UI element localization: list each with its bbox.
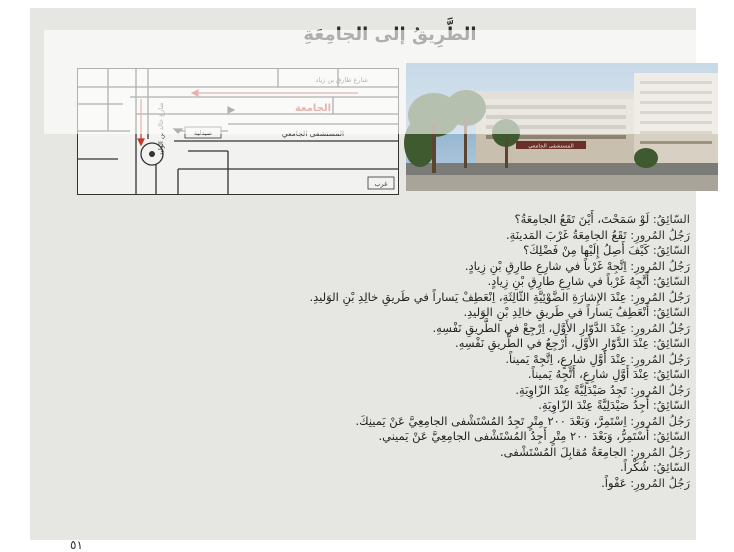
dialogue-line (90, 274, 690, 290)
dialogue-line (90, 212, 690, 228)
utterance: لَوْ سَمَحْتَ، أَيْنَ تَقَعُ الجامِعَةُ؟ (514, 212, 650, 226)
utterance: الجامِعَةُ مُقابِلَ المُسْتَشْفى. (500, 444, 627, 459)
utterance: عِنْدَ أَوَّلِ شارِعٍ، اِتَّجِهْ يَميناً. (505, 351, 627, 366)
dialogue-line (90, 228, 690, 244)
dialogue-line (90, 352, 690, 368)
dialogue-line (90, 476, 690, 492)
speaker: السّائِقُ: (652, 460, 690, 474)
utterance: عِنْدَ الدَّوّارِ الأَوَّلِ، أَرْجِعُ في الطَّريقِ نَفْسِهِ. (455, 336, 650, 350)
dialogue-line (90, 414, 690, 430)
speaker: السّائِقُ: (652, 429, 690, 443)
utterance: عِنْدَ أَوَّلِ شارِعٍ، أَتَّجِهُ يَميناً. (527, 367, 650, 381)
dialogue-line (90, 290, 690, 306)
hospital-sign-text: المستشفى الجامعي (528, 143, 574, 150)
speaker: رَجُلُ المُرورِ: (630, 351, 690, 366)
utterance: أَتَّجِهُ غَرْباً في شارِعِ طارِقِ بْنِ زِيادٍ. (487, 274, 650, 288)
dialogue-line (90, 429, 690, 445)
dialogue-line (90, 243, 690, 259)
utterance: أَنْعَطِفُ يَساراً في طَريقِ خالِدِ بْنِ الوَليدِ. (463, 305, 650, 319)
speaker: السّائِقُ: (652, 212, 690, 226)
dialogue-line (90, 336, 690, 352)
dialogue-line (90, 445, 690, 461)
sidewalk (406, 175, 718, 191)
utterance: أَسْتَمِرُّ، وَبَعْدَ ٢٠٠ مِتْرٍ أَجِدُ المُسْتَشْفى الجامِعِيَّ عَنْ يَميني. (378, 429, 650, 443)
speaker: رَجُلُ المُرورِ: (630, 413, 690, 428)
dialogue-line (90, 305, 690, 321)
dialogue-line (90, 367, 690, 383)
dialogue-list (90, 212, 690, 491)
speaker: السّائِقُ: (652, 398, 690, 412)
utterance: اِتَّجِهْ غَرْباً في شارِعِ طارِقِ بْنِ زِيادٍ. (464, 258, 627, 273)
speaker: السّائِقُ: (652, 367, 690, 381)
map-label-direction: غرب (374, 180, 388, 188)
utterance: تَقَعُ الجامِعَةُ غَرْبَ المَدينَةِ. (505, 227, 627, 242)
page-number: ٥١ (70, 538, 83, 552)
dialogue-line (90, 398, 690, 414)
speaker: رَجُلُ المُرورِ: (630, 475, 690, 490)
speaker: رَجُلُ المُرورِ: (630, 227, 690, 242)
textbook-page-photo (30, 8, 696, 552)
utterance: اِسْتَمِرَّ، وَبَعْدَ ٢٠٠ مِتْرٍ تَجِدُ المُسْتَشْفى الجامِعِيَّ عَنْ يَمينِكَ. (355, 413, 627, 428)
speaker: السّائِقُ: (652, 305, 690, 319)
speaker: رَجُلُ المُرورِ: (630, 289, 690, 304)
roundabout-center (149, 151, 155, 157)
speaker: السّائِقُ: (652, 336, 690, 350)
utterance: شُكْراً. (620, 460, 650, 474)
speaker: السّائِقُ: (652, 274, 690, 288)
dialogue-line (90, 321, 690, 337)
speaker: السّائِقُ: (652, 243, 690, 257)
dialogue-line (90, 259, 690, 275)
speaker: رَجُلُ المُرورِ: (630, 320, 690, 335)
utterance: عِنْدَ الدَّوّارِ الأَوَّلِ، اِرْجِعْ في الطَّريقِ نَفْسِهِ. (432, 320, 627, 335)
speaker: رَجُلُ المُرورِ: (630, 382, 690, 397)
dialogue-line (90, 460, 690, 476)
dialogue-line (90, 383, 690, 399)
utterance: تَجِدُ صَيْدَلِيَّةً عِنْدَ الزّاوِيَةِ. (515, 382, 627, 397)
utterance: عَفْواً. (601, 475, 627, 490)
speaker: رَجُلُ المُرورِ: (630, 258, 690, 273)
utterance: أَجِدُ صَيْدَلِيَّةً عِنْدَ الزّاوِيَةِ. (538, 398, 650, 412)
utterance: عِنْدَ الإِشارَةِ الضَّوْئِيَّةِ الثّالِثَةِ، اِنْعَطِفْ يَساراً في طَريقِ خالِدِ بْنِ الوَليدِ. (309, 289, 627, 304)
utterance: كَيْفَ أَصِلُ إِلَيْها مِنْ فَضْلِكَ؟ (523, 243, 650, 257)
slide-overlay-strip (44, 30, 734, 134)
speaker: رَجُلُ المُرورِ: (630, 444, 690, 459)
